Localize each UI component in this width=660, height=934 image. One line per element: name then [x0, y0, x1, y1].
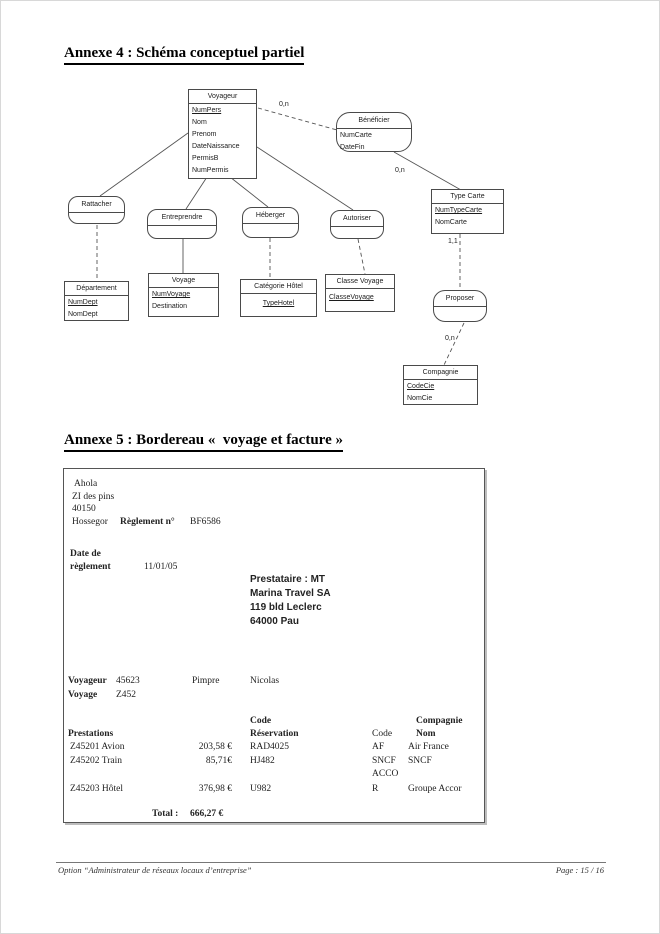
row-nom: Groupe Accor [408, 784, 462, 794]
row-code: SNCF [372, 756, 396, 766]
row-code: AF [372, 742, 385, 752]
attribute: NumPers [192, 107, 222, 114]
annexe5-title: Annexe 5 : Bordereau « voyage et facture » [64, 432, 343, 452]
attribute: Prenom [192, 131, 217, 138]
attribute: Destination [152, 303, 188, 310]
footer-left: Option “Administrateur de réseaux locaux d’entreprise” [58, 865, 252, 875]
total-value: 666,27 € [190, 809, 224, 819]
relation-proposer [433, 290, 487, 322]
header-nom: Nom [416, 729, 436, 739]
entity-title: Catégorie Hôtel [241, 280, 316, 294]
relation-rattacher [68, 196, 125, 224]
client-address: ZI des pins [72, 492, 115, 502]
attribute: NomCie [407, 395, 433, 402]
attribute: NumDept [68, 299, 98, 306]
client-city: Hossegor [72, 517, 108, 527]
row-prestation: Z45201 Avion [70, 742, 125, 752]
entity-departement [64, 281, 129, 321]
prestataire-line: 119 bld Leclerc [250, 602, 322, 613]
entity-attributes [432, 204, 503, 230]
header-code2: Code [372, 729, 393, 739]
entity-attributes [149, 288, 218, 314]
entity-attributes [404, 380, 477, 406]
attribute: NumCarte [340, 132, 372, 139]
relation-entreprendre [147, 209, 217, 239]
relation-title: Héberger [243, 208, 298, 224]
header-compagnie: Compagnie [416, 716, 463, 726]
entity-voyageur [188, 89, 257, 179]
entity-categoriehotel [240, 279, 317, 317]
header-reservation: Réservation [250, 729, 299, 739]
voyageur-prenom: Nicolas [250, 676, 280, 686]
row-nom: SNCF [408, 756, 432, 766]
attribute: PermisB [192, 155, 219, 162]
entity-classevoyage [325, 274, 395, 312]
attribute: NumPermis [192, 167, 229, 174]
relation-title: Proposer [434, 291, 486, 307]
row-prestation: Z45202 Train [70, 756, 122, 766]
entity-attributes [189, 104, 256, 178]
relation-title: Rattacher [69, 197, 124, 213]
header-code: Code [250, 716, 272, 726]
voyageur-label: Voyageur [68, 676, 107, 686]
relation-autoriser [330, 210, 384, 239]
row-nom: Air France [408, 742, 449, 752]
line-voyageur-rattacher [100, 133, 188, 196]
invoice-box [63, 468, 485, 823]
annexe4-title: Annexe 4 : Schéma conceptuel partiel [64, 45, 304, 65]
attribute: DateFin [340, 144, 365, 151]
reglement-label: Règlement n° [120, 517, 175, 527]
prestataire-line: Prestataire : MT [250, 574, 326, 585]
line-voyageur-entreprendre [186, 177, 207, 209]
relation-heberger [242, 207, 299, 238]
header-prestations: Prestations [68, 729, 114, 739]
attribute: TypeHotel [262, 300, 295, 307]
row-montant: 85,71€ [205, 756, 232, 766]
cardinality-label: 0,n [445, 335, 455, 342]
entity-attributes [65, 296, 128, 322]
entity-title: Voyage [149, 274, 218, 288]
relation-attributes [337, 129, 411, 155]
reglement-value: BF6586 [190, 517, 221, 527]
date-label: Date de [70, 549, 101, 559]
attribute: NomCarte [435, 219, 467, 226]
client-name: Ahola [74, 479, 98, 489]
entity-title: Type Carte [432, 190, 503, 204]
attribute: NumVoyage [152, 291, 191, 298]
attribute: DateNaissance [192, 143, 240, 150]
prestataire-line: Marina Travel SA [250, 588, 331, 599]
attribute: Nom [192, 119, 207, 126]
line-autoriser-classevoyage [358, 239, 365, 274]
entity-title: Classe Voyage [326, 275, 394, 289]
client-postcode: 40150 [72, 504, 96, 514]
prestataire-block [250, 573, 331, 629]
relation-title: Bénéficier [337, 113, 411, 129]
cardinality-label: 0,n [395, 167, 405, 174]
voyage-label: Voyage [68, 690, 98, 700]
row-reservation: U982 [250, 784, 272, 794]
attribute: ClasseVoyage [329, 294, 374, 301]
voyage-num: Z452 [116, 690, 137, 700]
footer-page-number: Page : 15 / 16 [555, 865, 604, 875]
date-value: 11/01/05 [144, 562, 178, 572]
cardinality-label: 1,1 [448, 238, 458, 245]
cardinality-label: 0,n [279, 101, 289, 108]
date-label: règlement [70, 562, 111, 572]
entity-compagnie [403, 365, 478, 405]
entity-attributes [326, 289, 394, 305]
attribute: NumTypeCarte [435, 207, 483, 214]
row-code: R [372, 784, 379, 794]
line-voyageur-beneficier [258, 108, 337, 130]
footer-divider [56, 862, 606, 863]
row-reservation: HJ482 [250, 756, 275, 766]
line-voyageur-autoriser [257, 147, 353, 210]
voyageur-num: 45623 [116, 676, 140, 686]
entity-title: Compagnie [404, 366, 477, 380]
row-reservation: RAD4025 [250, 742, 290, 752]
row-montant: 203,58 € [198, 742, 232, 752]
line-voyageur-heberger [230, 177, 268, 207]
row-montant: 376,98 € [198, 784, 232, 794]
prestataire-line: 64000 Pau [250, 616, 299, 627]
entity-typecarte [431, 189, 504, 234]
row-code: ACCO [372, 769, 399, 779]
relation-beneficier [336, 112, 412, 152]
attribute: CodeCie [407, 383, 435, 390]
attribute: NomDept [68, 311, 98, 318]
entity-voyage [148, 273, 219, 317]
line-proposer-compagnie [444, 323, 464, 365]
voyageur-nom: Pimpre [192, 676, 220, 686]
entity-attributes [241, 294, 316, 311]
entity-title: Département [65, 282, 128, 296]
relation-title: Entreprendre [148, 210, 216, 226]
total-label: Total : [152, 809, 179, 819]
row-prestation: Z45203 Hôtel [70, 784, 124, 794]
entity-title: Voyageur [189, 90, 256, 104]
relation-title: Autoriser [331, 211, 383, 227]
